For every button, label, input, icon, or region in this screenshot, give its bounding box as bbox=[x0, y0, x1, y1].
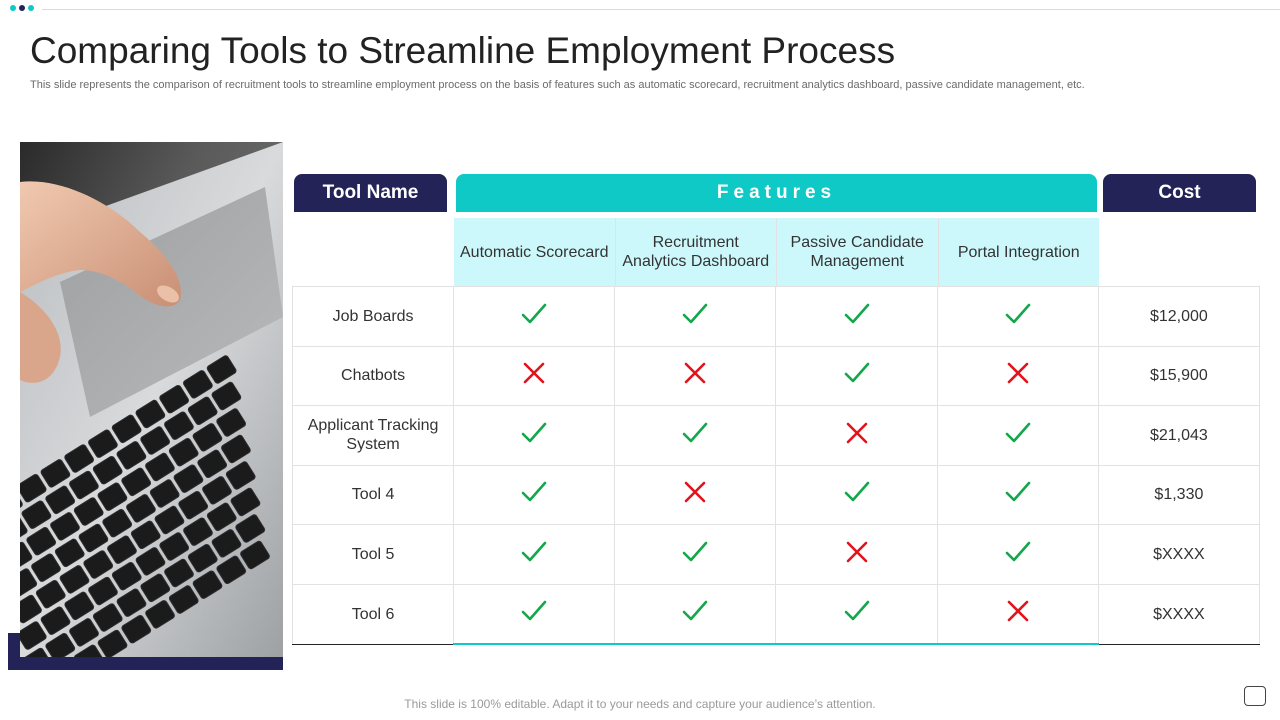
comparison-table bbox=[292, 286, 1260, 645]
feature-cell bbox=[937, 406, 1098, 466]
feature-cell bbox=[454, 465, 615, 525]
feature-cell bbox=[937, 584, 1098, 644]
corner-box-icon bbox=[1244, 686, 1266, 706]
top-divider bbox=[42, 9, 1280, 10]
check-icon bbox=[521, 540, 547, 569]
dot-teal bbox=[10, 5, 16, 11]
header-cost: Cost bbox=[1103, 174, 1256, 212]
feature-cell bbox=[454, 346, 615, 406]
tool-name-cell: Tool 5 bbox=[293, 525, 454, 585]
feature-cell bbox=[454, 406, 615, 466]
feature-cell bbox=[776, 406, 937, 466]
check-icon bbox=[1005, 421, 1031, 450]
dot-teal-2 bbox=[28, 5, 34, 11]
check-icon bbox=[844, 599, 870, 628]
table-row bbox=[293, 346, 1260, 406]
feature-header-3: Portal Integration bbox=[938, 218, 1100, 286]
cross-icon bbox=[845, 540, 869, 569]
feature-cell bbox=[776, 346, 937, 406]
cost-cell: $XXXX bbox=[1098, 584, 1259, 644]
feature-cell bbox=[615, 346, 776, 406]
table-row bbox=[293, 465, 1260, 525]
table-row bbox=[293, 287, 1260, 347]
check-icon bbox=[844, 480, 870, 509]
check-icon bbox=[682, 302, 708, 331]
cost-cell: $1,330 bbox=[1098, 465, 1259, 525]
check-icon bbox=[521, 480, 547, 509]
cost-cell: $21,043 bbox=[1098, 406, 1259, 466]
feature-cell bbox=[776, 525, 937, 585]
check-icon bbox=[844, 302, 870, 331]
check-icon bbox=[844, 361, 870, 390]
feature-cell bbox=[454, 287, 615, 347]
tool-name-cell: Applicant Tracking System bbox=[293, 406, 454, 466]
tool-name-cell: Chatbots bbox=[293, 346, 454, 406]
feature-cell bbox=[454, 584, 615, 644]
laptop-photo bbox=[20, 142, 283, 657]
table-row bbox=[293, 406, 1260, 466]
slide-subtitle: This slide represents the comparison of recruitment tools to streamline employment process on the basis of features such as automatic scorecard, recruitment analytics dashboard, passive candidate management, etc. bbox=[30, 79, 1085, 91]
cost-cell: $15,900 bbox=[1098, 346, 1259, 406]
feature-cell bbox=[615, 584, 776, 644]
feature-headers bbox=[454, 218, 1099, 286]
tool-name-cell: Job Boards bbox=[293, 287, 454, 347]
feature-header-0: Automatic Scorecard bbox=[454, 218, 615, 286]
feature-cell bbox=[454, 525, 615, 585]
cross-icon bbox=[1006, 361, 1030, 390]
feature-cell bbox=[937, 465, 1098, 525]
check-icon bbox=[1005, 480, 1031, 509]
comparison-table-body bbox=[293, 287, 1260, 645]
check-icon bbox=[682, 540, 708, 569]
check-icon bbox=[521, 302, 547, 331]
table-row bbox=[293, 525, 1260, 585]
check-icon bbox=[682, 599, 708, 628]
cross-icon bbox=[845, 421, 869, 450]
dot-navy bbox=[19, 5, 25, 11]
cost-cell: $XXXX bbox=[1098, 525, 1259, 585]
check-icon bbox=[521, 421, 547, 450]
feature-cell bbox=[615, 525, 776, 585]
feature-cell bbox=[776, 584, 937, 644]
feature-cell bbox=[937, 346, 1098, 406]
check-icon bbox=[1005, 540, 1031, 569]
tool-name-cell: Tool 4 bbox=[293, 465, 454, 525]
cross-icon bbox=[683, 361, 707, 390]
feature-cell bbox=[615, 465, 776, 525]
tool-name-cell: Tool 6 bbox=[293, 584, 454, 644]
slide-title: Comparing Tools to Streamline Employment Process bbox=[30, 30, 896, 71]
cross-icon bbox=[522, 361, 546, 390]
feature-cell bbox=[615, 406, 776, 466]
cost-cell: $12,000 bbox=[1098, 287, 1259, 347]
feature-cell bbox=[776, 465, 937, 525]
header-features: Features bbox=[456, 174, 1097, 212]
feature-header-1: Recruitment Analytics Dashboard bbox=[615, 218, 777, 286]
feature-cell bbox=[615, 287, 776, 347]
header-tool-name: Tool Name bbox=[294, 174, 447, 212]
feature-header-2: Passive Candidate Management bbox=[776, 218, 938, 286]
cross-icon bbox=[1006, 599, 1030, 628]
check-icon bbox=[682, 421, 708, 450]
feature-cell bbox=[937, 287, 1098, 347]
decor-dots bbox=[10, 5, 34, 11]
cross-icon bbox=[683, 480, 707, 509]
check-icon bbox=[1005, 302, 1031, 331]
feature-cell bbox=[937, 525, 1098, 585]
footer-note: This slide is 100% editable. Adapt it to your needs and capture your audience’s attention. bbox=[404, 697, 876, 711]
table-row bbox=[293, 584, 1260, 644]
feature-cell bbox=[776, 287, 937, 347]
check-icon bbox=[521, 599, 547, 628]
